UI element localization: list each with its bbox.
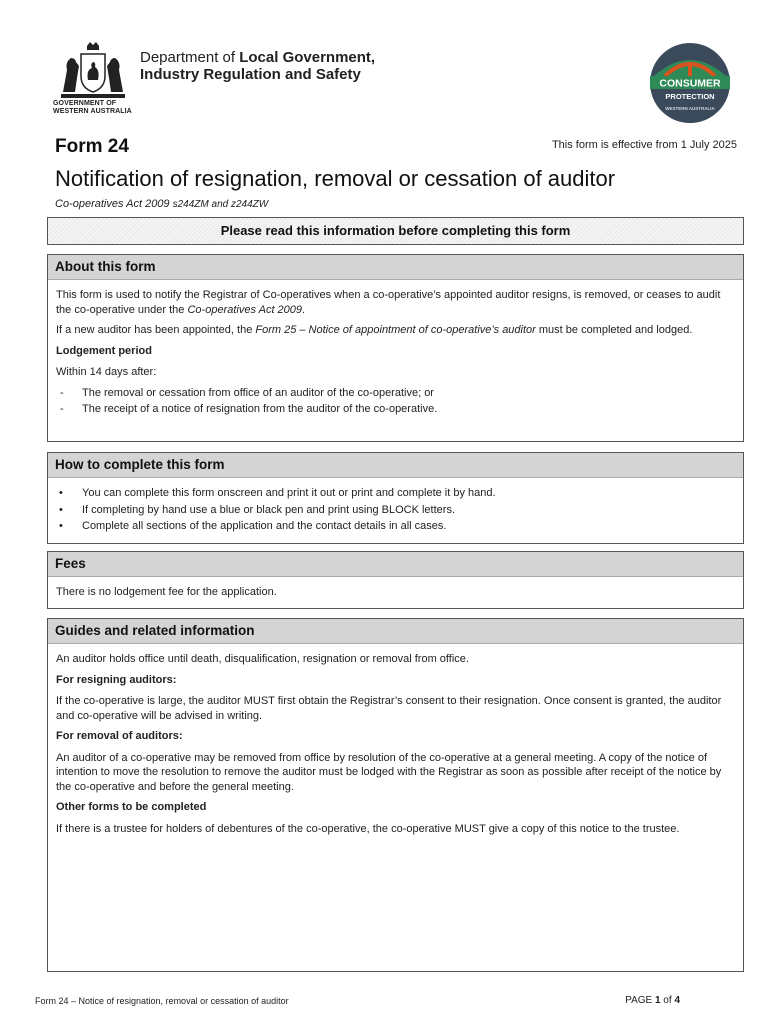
logo-text-wa: WESTERN AUSTRALIA	[665, 106, 715, 111]
guides-paragraph-1: An auditor holds office until death, disqualification, resignation or removal from office.	[56, 653, 469, 665]
section-heading: About this form	[48, 255, 743, 280]
fees-text: There is no lodgement fee for the application.	[56, 586, 277, 598]
act-reference: Co-operatives Act 2009 s244ZM and z244ZW	[55, 198, 269, 210]
section-heading: Guides and related information	[48, 619, 743, 644]
government-label: GOVERNMENT OF WESTERN AUSTRALIA	[53, 100, 132, 115]
removal-auditors-heading: For removal of auditors:	[56, 730, 183, 742]
list-item: - The removal or cessation from office of an auditor of the co-operative; or	[56, 386, 735, 401]
other-forms-heading: Other forms to be completed	[56, 801, 207, 813]
section-heading: Fees	[48, 552, 743, 577]
section-about	[47, 254, 744, 442]
lodgement-list	[56, 386, 735, 417]
effective-date: This form is effective from 1 July 2025	[551, 139, 737, 151]
list-item: • Complete all sections of the application and the contact details in all cases.	[56, 519, 735, 534]
instructions-list	[56, 486, 735, 534]
read-notice-banner: Please read this information before completing this form	[47, 217, 744, 245]
page-number: PAGE 1 of 4	[625, 995, 680, 1006]
list-item: - The receipt of a notice of resignation from the auditor of the co-operative.	[56, 402, 735, 417]
form-number: Form 24	[55, 136, 129, 157]
list-item: • If completing by hand use a blue or black pen and print using BLOCK letters.	[56, 503, 735, 518]
guides-paragraph-2: If the co-operative is large, the auditor MUST first obtain the Registrar’s consent to their resignation. Once consent is granted, the auditor and co-operative will be advised in writing.	[56, 695, 722, 722]
logo-text-protection: PROTECTION	[665, 92, 715, 101]
list-item: • You can complete this form onscreen and print it out or print and complete it by hand.	[56, 486, 735, 501]
footer-form-title: Form 24 – Notice of resignation, removal or cessation of auditor	[35, 996, 289, 1006]
section-guides	[47, 618, 744, 972]
section-heading: How to complete this form	[48, 453, 743, 478]
logo-text-consumer: CONSUMER	[659, 77, 721, 90]
page-title: Notification of resignation, removal or cessation of auditor	[55, 166, 616, 191]
department-name: Department of Local Government, Industry Regulation and Safety	[140, 49, 376, 83]
resigning-auditors-heading: For resigning auditors:	[56, 673, 177, 686]
lodgement-heading: Lodgement period	[56, 344, 152, 357]
consumer-protection-logo	[645, 42, 735, 124]
guides-paragraph-3: An auditor of a co-operative may be removed from office by resolution of the co-operative at a general meeting. A copy of the notice of intention to move the resolution to remove the auditor must be lodged with the Registrar as soon as possible after receipt of the notice by the co-operative and before the general meeting.	[56, 751, 722, 793]
section-how-to-complete	[47, 452, 744, 544]
lodgement-within: Within 14 days after:	[56, 366, 157, 378]
wa-crest-logo	[55, 40, 131, 102]
guides-paragraph-4: If there is a trustee for holders of debentures of the co-operative, the co-operative MUST give a copy of this notice to the trustee.	[56, 822, 680, 835]
section-fees	[47, 551, 744, 609]
about-paragraph-2: If a new auditor has been appointed, the Form 25 – Notice of appointment of co-operative’s auditor must be completed and lodged.	[56, 324, 693, 336]
about-paragraph-1: This form is used to notify the Registrar of Co-operatives when a co-operative’s appointed auditor resigns, is removed, or ceases to audit the co-operative under the Co-operatives Act 2009.	[56, 289, 721, 316]
